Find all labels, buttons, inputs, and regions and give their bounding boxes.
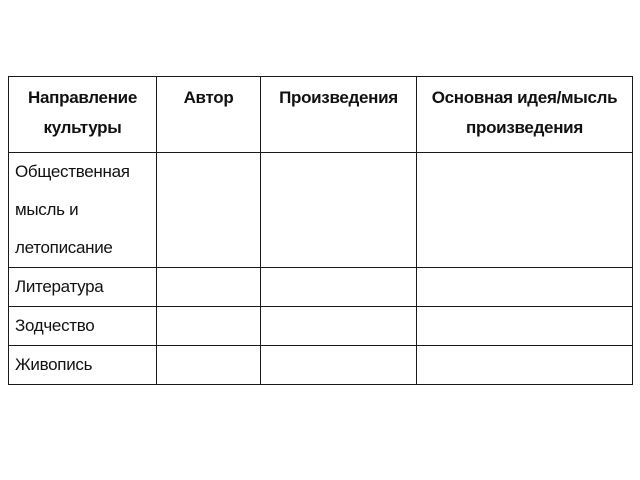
table-row	[9, 153, 633, 268]
direction-cell: Литература	[9, 268, 157, 307]
author-cell[interactable]	[157, 268, 261, 307]
author-cell[interactable]	[157, 307, 261, 346]
direction-cell: Общественная мысль и летописание	[9, 153, 157, 268]
culture-table	[8, 76, 633, 385]
header-row	[9, 77, 633, 153]
direction-cell: Живопись	[9, 346, 157, 385]
table-row	[9, 346, 633, 385]
idea-cell[interactable]	[417, 268, 633, 307]
table-row	[9, 268, 633, 307]
header-author: Автор	[157, 77, 261, 153]
header-works: Произведения	[261, 77, 417, 153]
table-row	[9, 307, 633, 346]
idea-cell[interactable]	[417, 153, 633, 268]
idea-cell[interactable]	[417, 307, 633, 346]
works-cell[interactable]	[261, 268, 417, 307]
author-cell[interactable]	[157, 346, 261, 385]
header-main-idea: Основная идея/мысль произведения	[417, 77, 633, 153]
works-cell[interactable]	[261, 346, 417, 385]
header-direction: Направление культуры	[9, 77, 157, 153]
idea-cell[interactable]	[417, 346, 633, 385]
author-cell[interactable]	[157, 153, 261, 268]
direction-cell: Зодчество	[9, 307, 157, 346]
works-cell[interactable]	[261, 307, 417, 346]
works-cell[interactable]	[261, 153, 417, 268]
